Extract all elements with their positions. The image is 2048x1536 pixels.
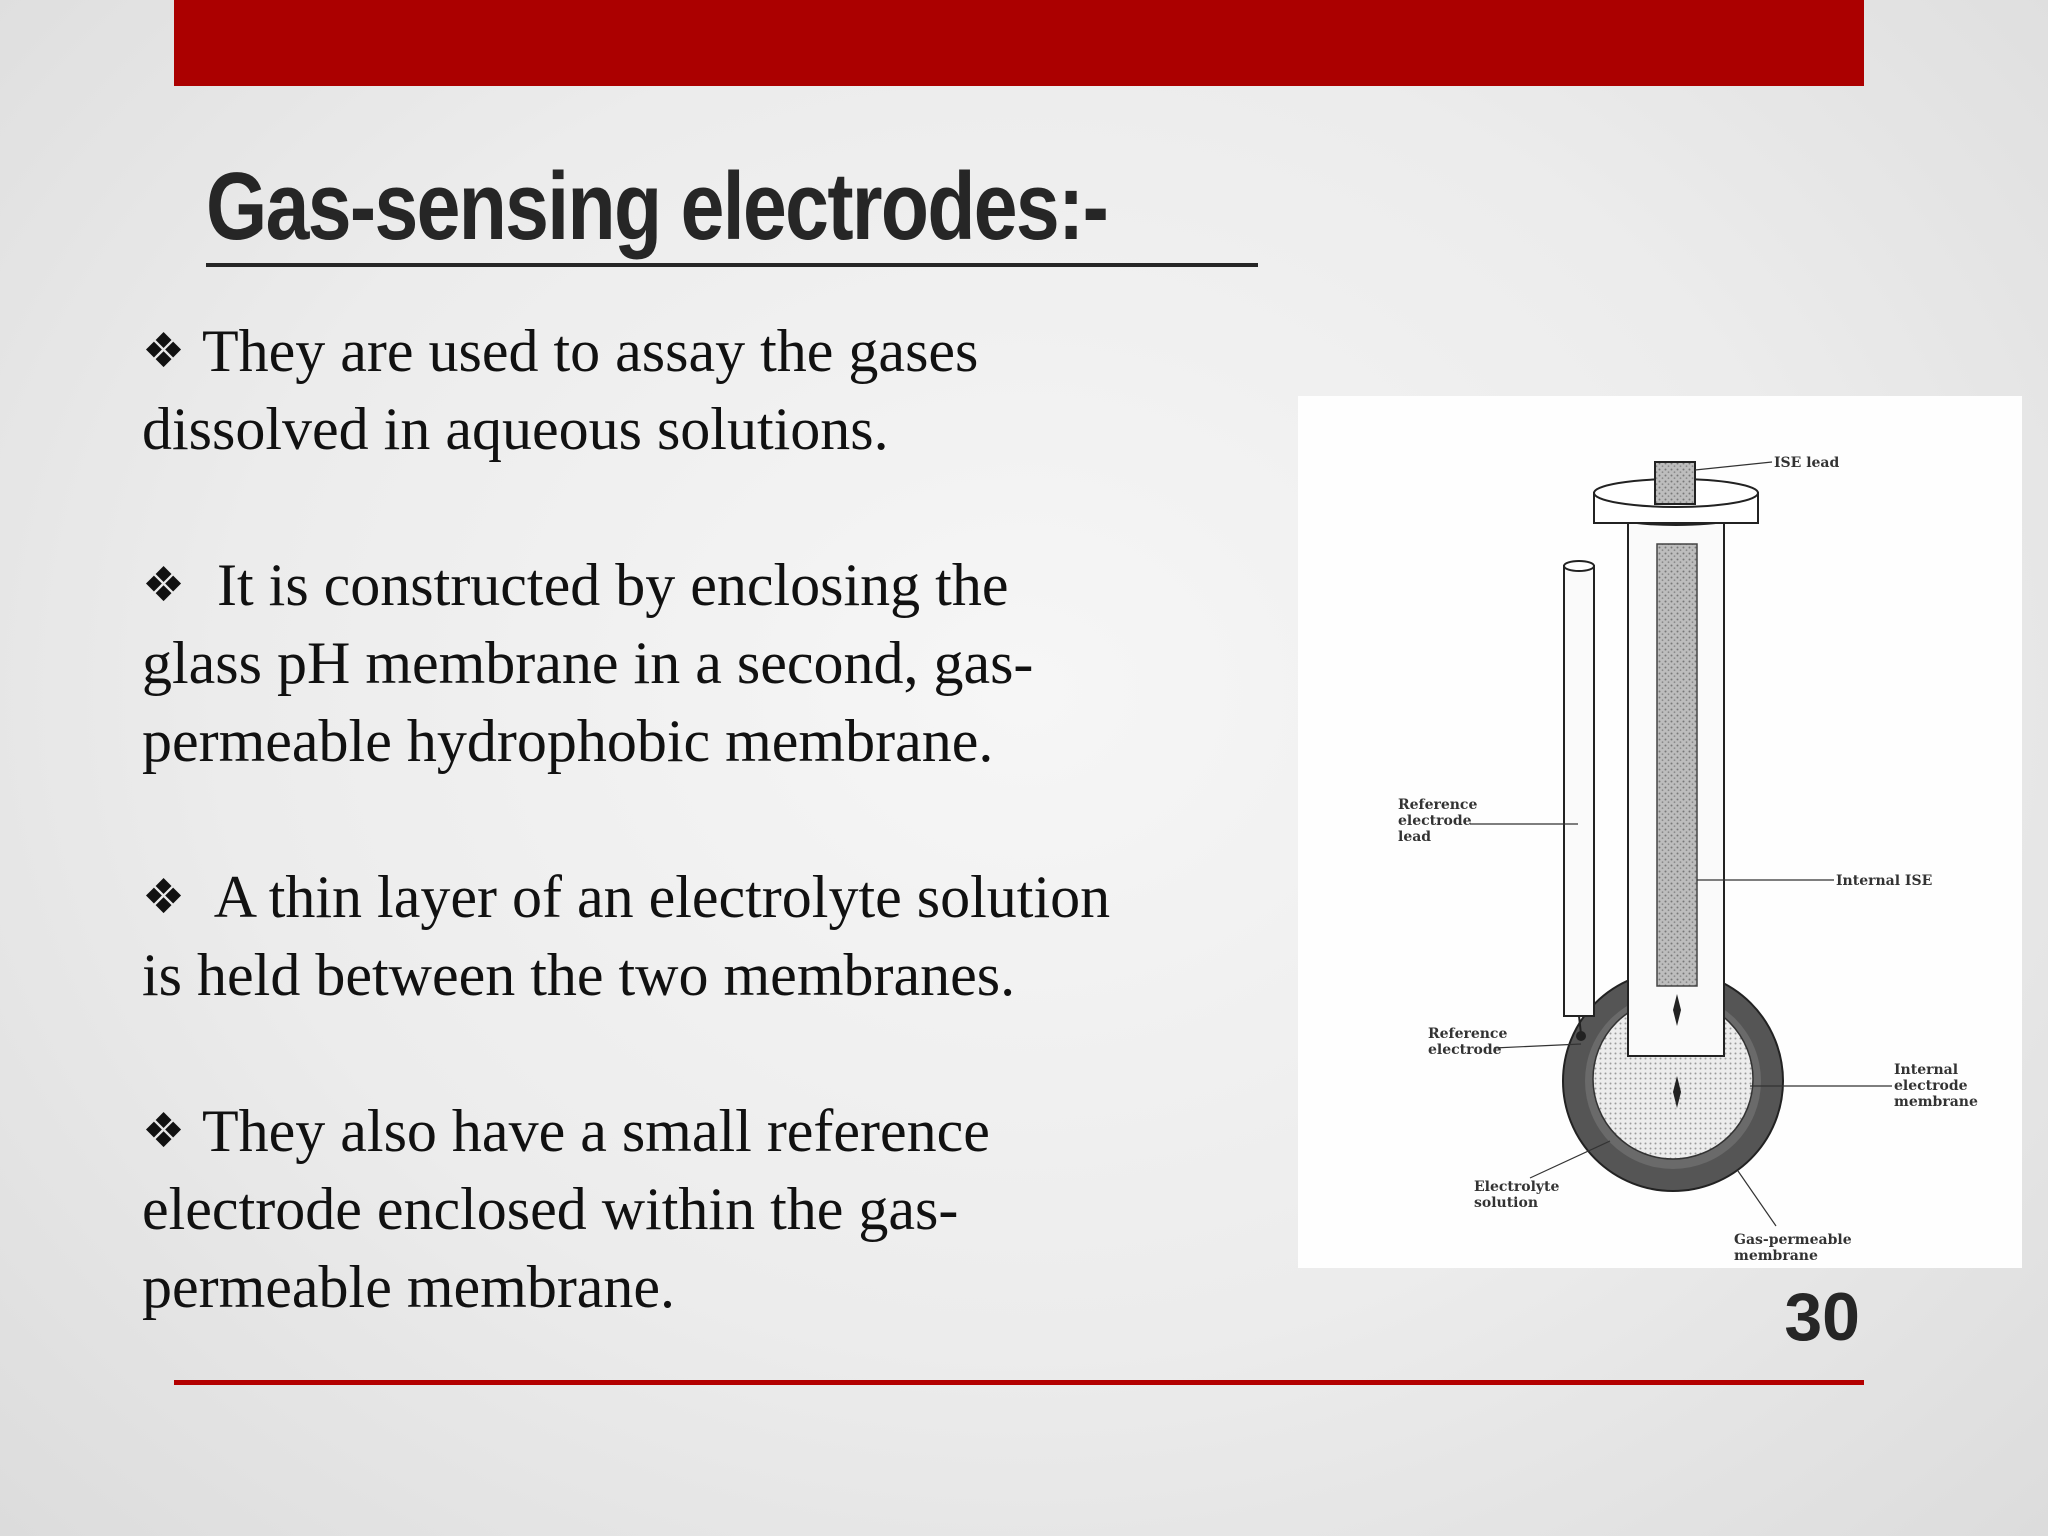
label-ise-lead: ISE lead bbox=[1774, 455, 1840, 471]
four-diamond-bullet-icon: ❖ bbox=[142, 323, 186, 379]
leader-line bbox=[1695, 462, 1772, 470]
internal-ise-rod bbox=[1657, 544, 1697, 986]
leader-line bbox=[1738, 1171, 1776, 1226]
reference-electrode-tip bbox=[1576, 1031, 1586, 1041]
four-diamond-bullet-icon: ❖ bbox=[142, 869, 186, 925]
electrode-diagram-svg bbox=[1298, 396, 2022, 1268]
title-underline bbox=[206, 263, 1258, 267]
bullet-item bbox=[142, 312, 1142, 468]
label-electrolyte-solution: solution bbox=[1474, 1195, 1539, 1211]
four-diamond-bullet-icon: ❖ bbox=[142, 557, 186, 613]
label-reference-electrode: electrode bbox=[1428, 1042, 1502, 1058]
label-internal-ise: Internal ISE bbox=[1836, 873, 1933, 889]
reference-electrode-top bbox=[1564, 561, 1594, 571]
label-gas-permeable-membrane: Gas-permeable bbox=[1734, 1232, 1852, 1248]
slide-number: 30 bbox=[1784, 1279, 1860, 1355]
label-gas-permeable-membrane: membrane bbox=[1734, 1248, 1818, 1264]
bullet-item bbox=[142, 858, 1142, 1014]
label-internal-electrode-membrane: Internal bbox=[1894, 1062, 1959, 1078]
bullet-text: A thin layer of an electrolyte solution is held between the two membranes. bbox=[142, 864, 1111, 1008]
bottom-accent-line bbox=[174, 1380, 1864, 1385]
bullet-text: They also have a small reference electrode enclosed within the gas-permeable membrane. bbox=[142, 1098, 990, 1320]
label-internal-electrode-membrane: membrane bbox=[1894, 1094, 1978, 1110]
label-reference-electrode: Reference bbox=[1428, 1026, 1508, 1042]
label-internal-electrode-membrane: electrode bbox=[1894, 1078, 1968, 1094]
slide-title: Gas-sensing electrodes:- bbox=[206, 153, 1108, 260]
top-accent-bar bbox=[174, 0, 1864, 86]
label-reference-electrode-lead: Reference bbox=[1398, 797, 1478, 813]
label-reference-electrode-lead: lead bbox=[1398, 829, 1432, 845]
electrode-diagram bbox=[1298, 396, 2022, 1268]
bullet-text: They are used to assay the gases dissolved in aqueous solutions. bbox=[142, 318, 979, 462]
label-reference-electrode-lead: electrode bbox=[1398, 813, 1472, 829]
reference-electrode-tube bbox=[1564, 566, 1594, 1016]
bullet-item bbox=[142, 1092, 1142, 1326]
ise-lead-connector bbox=[1655, 462, 1695, 504]
bullet-text: It is constructed by enclosing the glass pH membrane in a second, gas-permeable hydrophobic membrane. bbox=[142, 552, 1034, 774]
bullet-list bbox=[142, 312, 1142, 1404]
bullet-item bbox=[142, 546, 1142, 780]
four-diamond-bullet-icon: ❖ bbox=[142, 1103, 186, 1159]
label-electrolyte-solution: Electrolyte bbox=[1474, 1179, 1560, 1195]
